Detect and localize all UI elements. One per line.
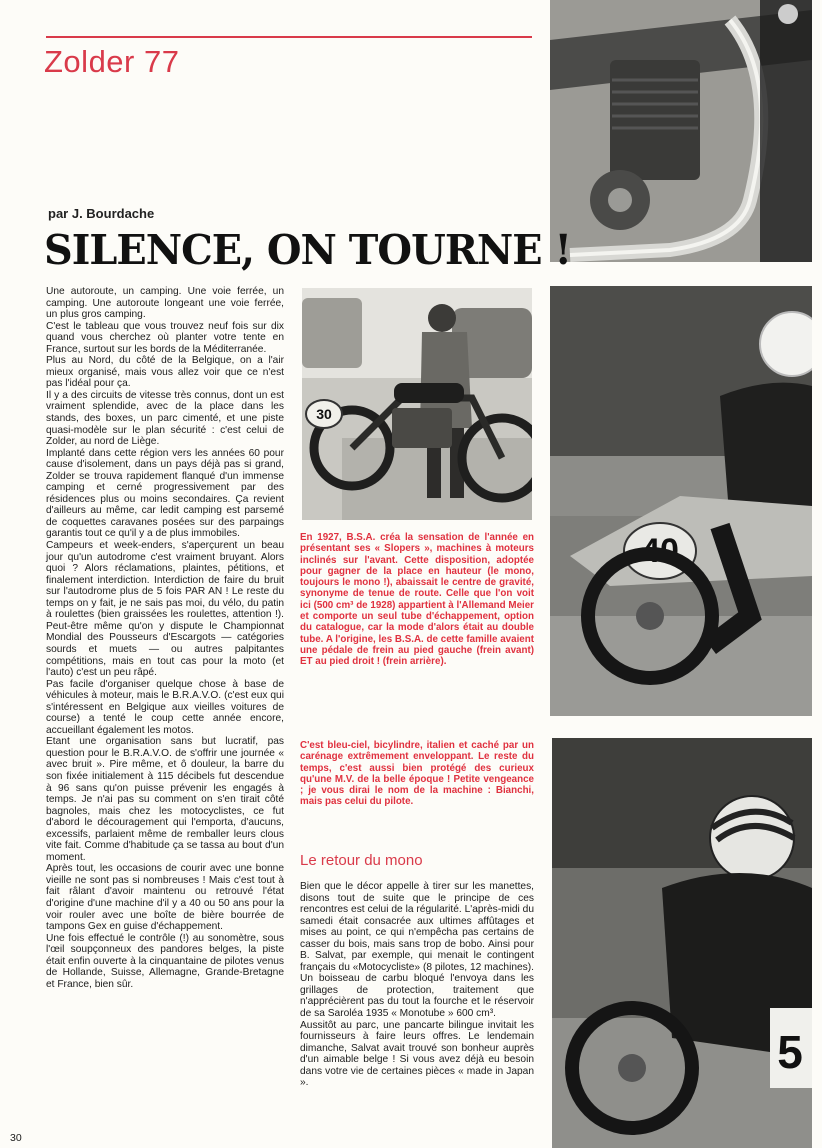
byline: par J. Bourdache <box>48 206 155 221</box>
subheading: Le retour du mono <box>300 852 423 869</box>
header-rule <box>46 36 532 38</box>
paragraph: Etant une organisation sans but lucratif, pas question pour le B.R.A.V.O. de s'offrir une journée « avec bruit ». Pire même, et ô douleur, la barre du son fixée initialement à 115 décibels fut descendue à 96 sans qu'on puisse prévenir les engagés à temps. Je n'ai pas su comment on s'en tirait côté bagnoles, mais chez les motocyclistes, ce fut d'abord le découragement qui l'emporta, d'aucuns, excessifs, parlaient même de remballer leurs clous vite fait. Comme d'habitude ça se tassa au bout d'un moment. <box>46 736 284 863</box>
paragraph: Aussitôt au parc, une pancarte bilingue invitait les fournisseurs à faire leurs offres. Le lendemain dimanche, Salvat avait trouvé son bonheur auprès d'un aimable belge ! Si vous avez déjà eu besoin dans votre vie de certaines pièces « made in Japan ». <box>300 1019 534 1089</box>
headline: SILENCE, ON TOURNE ! <box>44 226 571 274</box>
paragraph: Plus au Nord, du côté de la Belgique, on a l'air mieux organisé, mais vous allez voir que ce n'est pas l'idéal pour ça. <box>46 355 284 390</box>
paragraph: Implanté dans cette région vers les années 60 pour cause d'isolement, dans un pays déjà pas si grand, Zolder se trouva rapidement flanqué d'un immense camping et cerné progressivement par des résidences plus ou moins secondaires. Ça revient d'ailleurs au même, car ledit camping est parsemé de coquettes caravanes posées sur des parpaings garantis tout ce qu'il y a de plus immobiles. <box>46 447 284 540</box>
photo-caption-bianchi: C'est bleu-ciel, bicylindre, italien et caché par un carénage extrêmement enveloppant. Le reste du temps, c'est aussi bien protégé des curieux qu'une M.V. de la belle époque ! Petite vengeance ; je vous dirai le nom de la machine : Bianchi, mais pas celui du pilote. <box>300 740 534 808</box>
paragraph: Une autoroute, un camping. Une voie ferrée, un camping. Une autoroute longeant une voie ferrée, un plus gros camping. <box>46 286 284 321</box>
paragraph: Une fois effectué le contrôle (!) au sonomètre, sous l'œil soupçonneux des pandores belges, la piste était enfin ouverte à la cinquantaine de pilotes venus de Hollande, Suisse, Allemagne, Grande-Bretagne et France, bien sûr. <box>46 932 284 990</box>
photo-rider-5 <box>552 738 812 1148</box>
paragraph: C'est le tableau que vous trouvez neuf fois sur dix quand vous cherchez où planter votre tente en France, surtout sur les bords de la Méditerranée. <box>46 320 284 355</box>
paragraph: Bien que le décor appelle à tirer sur les manettes, disons tout de suite que le principe de ces rencontres est celui de la régularité. L'après-midi du samedi était consacrée aux ultimes affûtages et mises au point, ce qui n'empêcha pas certains de casser du bois, mais sans trop de bobo. Ainsi pour B. Salvat, par exemple, qui menait le contingent français du «Motocycliste» (8 pilotes, 12 machines). Un boisseau de carbu bloqué l'envoya dans les grillages de protection, traitement que n'apprécièrent pas du tout la fourche et le réservoir de sa Saroléa 1935 « Monotube » 600 cm³. <box>300 881 534 1020</box>
body-column-2 <box>300 881 534 1089</box>
section-title: Zolder 77 <box>44 44 180 79</box>
photo-bsa-sloper <box>302 288 532 520</box>
photo-caption-bsa: En 1927, B.S.A. créa la sensation de l'année en présentant ses « Slopers », machines à moteurs inclinés sur l'avant. Cette disposition, adoptée pour gagner de la place en hauteur (le mono, toujours le mono !), abaissait le centre de gravité, synonyme de tenue de route. Celle que l'on voit ici (500 cm³ de 1928) appartient à l'Allemand Meier et comporte un seul tube d'échappement, option du catalogue, car la mode d'alors était au double tube. A l'origine, les B.S.A. de cette famille avaient une pédale de frein au pied gauche (frein avant) ET au pied droit ! (frein arrière). <box>300 532 534 668</box>
photo-rider-40 <box>550 286 812 716</box>
paragraph: Campeurs et week-enders, s'aperçurent un beau jour qu'un autodrome c'est vraiment bruyant. Alors quoi ? Alors réclamations, plaintes, pétitions, et finalement interdiction. Interdiction de faire du bruit sur l'autodrome plus de 5 fois PAR AN ! Le reste du temps on y fait, je ne sais pas moi, du vélo, du patin à roulettes (bien graissées les roulettes, attention !). Peut-être même qu'on y dispute le Championnat Mondial des Pousseurs d'Escargots — catégories sourds et muets — ou autres palpitantes compétitions, mais en tout cas pour la moto (et l'auto) c'est un peu râpé. <box>46 540 284 679</box>
race-number-40: 40 <box>641 532 679 570</box>
paragraph: Pas facile d'organiser quelque chose à base de véhicules à moteur, mais le B.R.A.V.O. (c'est eux qui s'intéressent en Belgique aux vieilles voitures de course) a tenté le coup cette année encore, accueillant également les motos. <box>46 678 284 736</box>
photo-engine-closeup <box>550 0 812 262</box>
paragraph: Il y a des circuits de vitesse très connus, dont un est vraiment splendide, avec de la place dans les stands, des boxes, un parc cimenté, et une piste quasi-modèle sur le plan sécurité : c'est celui de Zolder, au nord de Liège. <box>46 389 284 448</box>
paragraph: Après tout, les occasions de courir avec une bonne vieille ne sont pas si nombreuses ! Mais c'est tout à fait râlant d'avoir maintenu ou retrouvé l'état d'origine d'une machine d'il y a 40 ou 50 ans pour la voir rouler avec une boîte de bière bourrée de tampons Gex en guise d'échappement. <box>46 863 284 933</box>
body-column-1 <box>46 286 284 990</box>
race-number-5: 5 <box>777 1026 803 1078</box>
race-number-30: 30 <box>316 406 332 422</box>
page-number: 30 <box>10 1132 22 1144</box>
